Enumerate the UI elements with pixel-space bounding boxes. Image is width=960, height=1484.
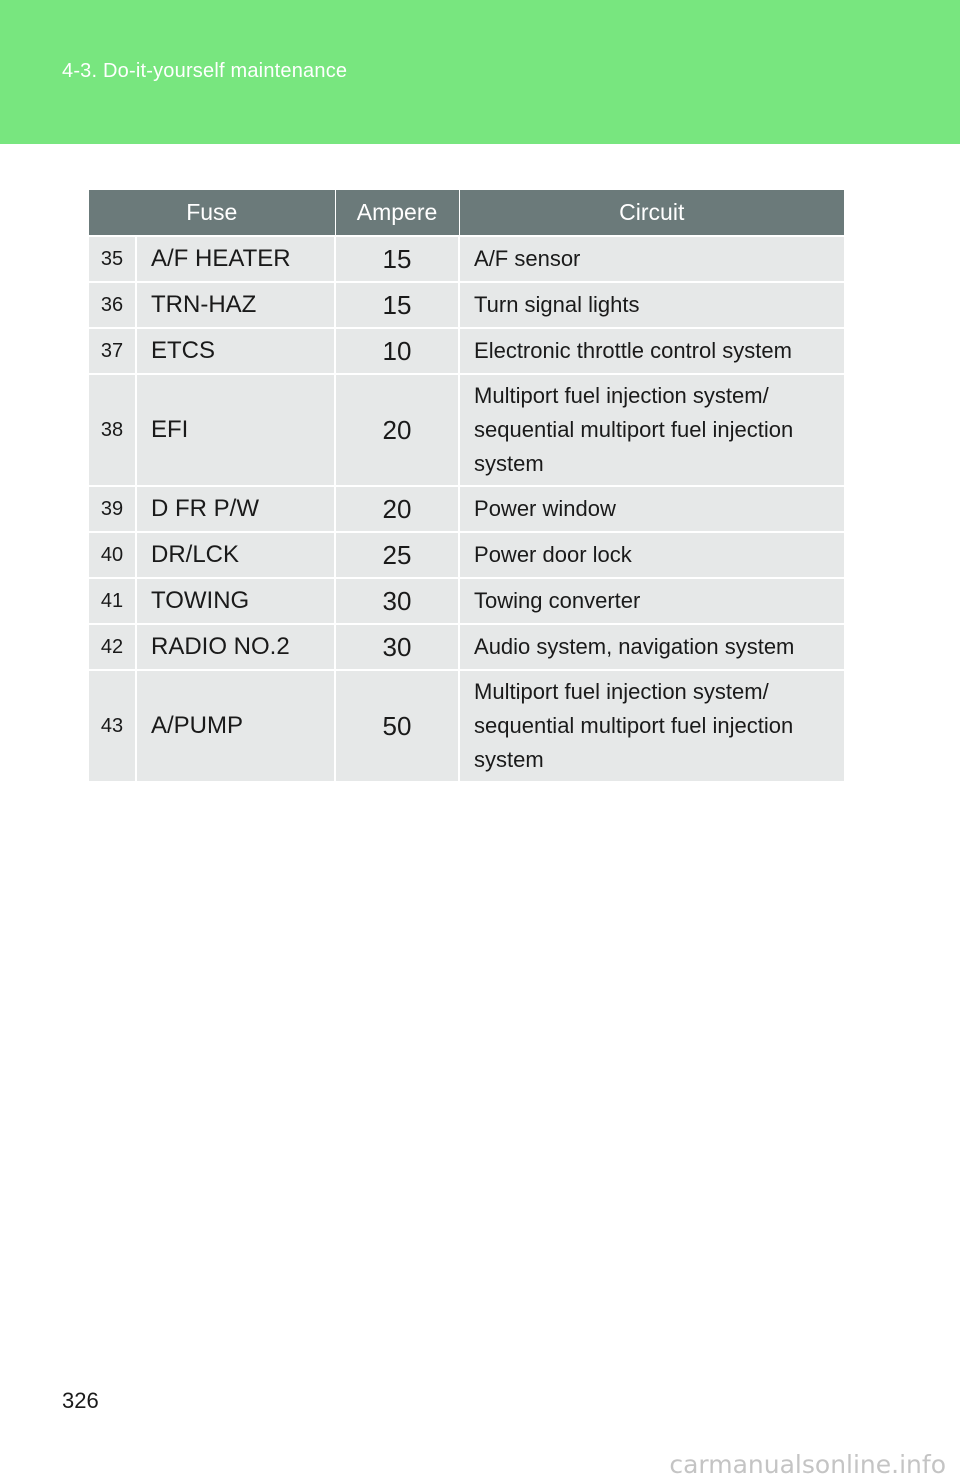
watermark: carmanualsonline.info [669, 1450, 946, 1479]
table-row [89, 282, 844, 328]
fuse-name: A/PUMP [136, 670, 335, 781]
fuse-ampere: 30 [335, 578, 459, 624]
fuse-circuit: Electronic throttle control system [459, 328, 844, 374]
fuse-circuit: Multiport fuel injection system/ sequential multiport fuel injection system [459, 670, 844, 781]
fuse-number: 35 [89, 236, 136, 282]
table-header-row [89, 190, 844, 236]
fuse-table [89, 190, 844, 781]
fuse-name: TRN-HAZ [136, 282, 335, 328]
fuse-circuit: A/F sensor [459, 236, 844, 282]
fuse-number: 42 [89, 624, 136, 670]
fuse-circuit: Multiport fuel injection system/ sequential multiport fuel injection system [459, 374, 844, 486]
fuse-ampere: 25 [335, 532, 459, 578]
fuse-name: ETCS [136, 328, 335, 374]
table-row [89, 236, 844, 282]
column-header-ampere: Ampere [335, 190, 459, 236]
fuse-number: 39 [89, 486, 136, 532]
fuse-name: A/F HEATER [136, 236, 335, 282]
fuse-ampere: 20 [335, 486, 459, 532]
fuse-ampere: 20 [335, 374, 459, 486]
fuse-circuit: Power door lock [459, 532, 844, 578]
table-row [89, 374, 844, 486]
table-row [89, 670, 844, 781]
table-row [89, 624, 844, 670]
fuse-ampere: 15 [335, 282, 459, 328]
fuse-number: 40 [89, 532, 136, 578]
fuse-ampere: 15 [335, 236, 459, 282]
fuse-number: 43 [89, 670, 136, 781]
fuse-number: 38 [89, 374, 136, 486]
fuse-ampere: 50 [335, 670, 459, 781]
fuse-number: 36 [89, 282, 136, 328]
page-number: 326 [62, 1388, 99, 1413]
table-row [89, 328, 844, 374]
fuse-name: DR/LCK [136, 532, 335, 578]
fuse-name: EFI [136, 374, 335, 486]
fuse-name: D FR P/W [136, 486, 335, 532]
fuse-circuit: Power window [459, 486, 844, 532]
table-row [89, 532, 844, 578]
fuse-name: RADIO NO.2 [136, 624, 335, 670]
fuse-number: 41 [89, 578, 136, 624]
column-header-circuit: Circuit [459, 190, 844, 236]
fuse-ampere: 30 [335, 624, 459, 670]
section-title: 4-3. Do-it-yourself maintenance [62, 60, 348, 82]
fuse-ampere: 10 [335, 328, 459, 374]
fuse-circuit: Turn signal lights [459, 282, 844, 328]
fuse-name: TOWING [136, 578, 335, 624]
fuse-number: 37 [89, 328, 136, 374]
table-row [89, 578, 844, 624]
table-row [89, 486, 844, 532]
column-header-fuse: Fuse [89, 190, 335, 236]
fuse-circuit: Towing converter [459, 578, 844, 624]
fuse-circuit: Audio system, navigation system [459, 624, 844, 670]
